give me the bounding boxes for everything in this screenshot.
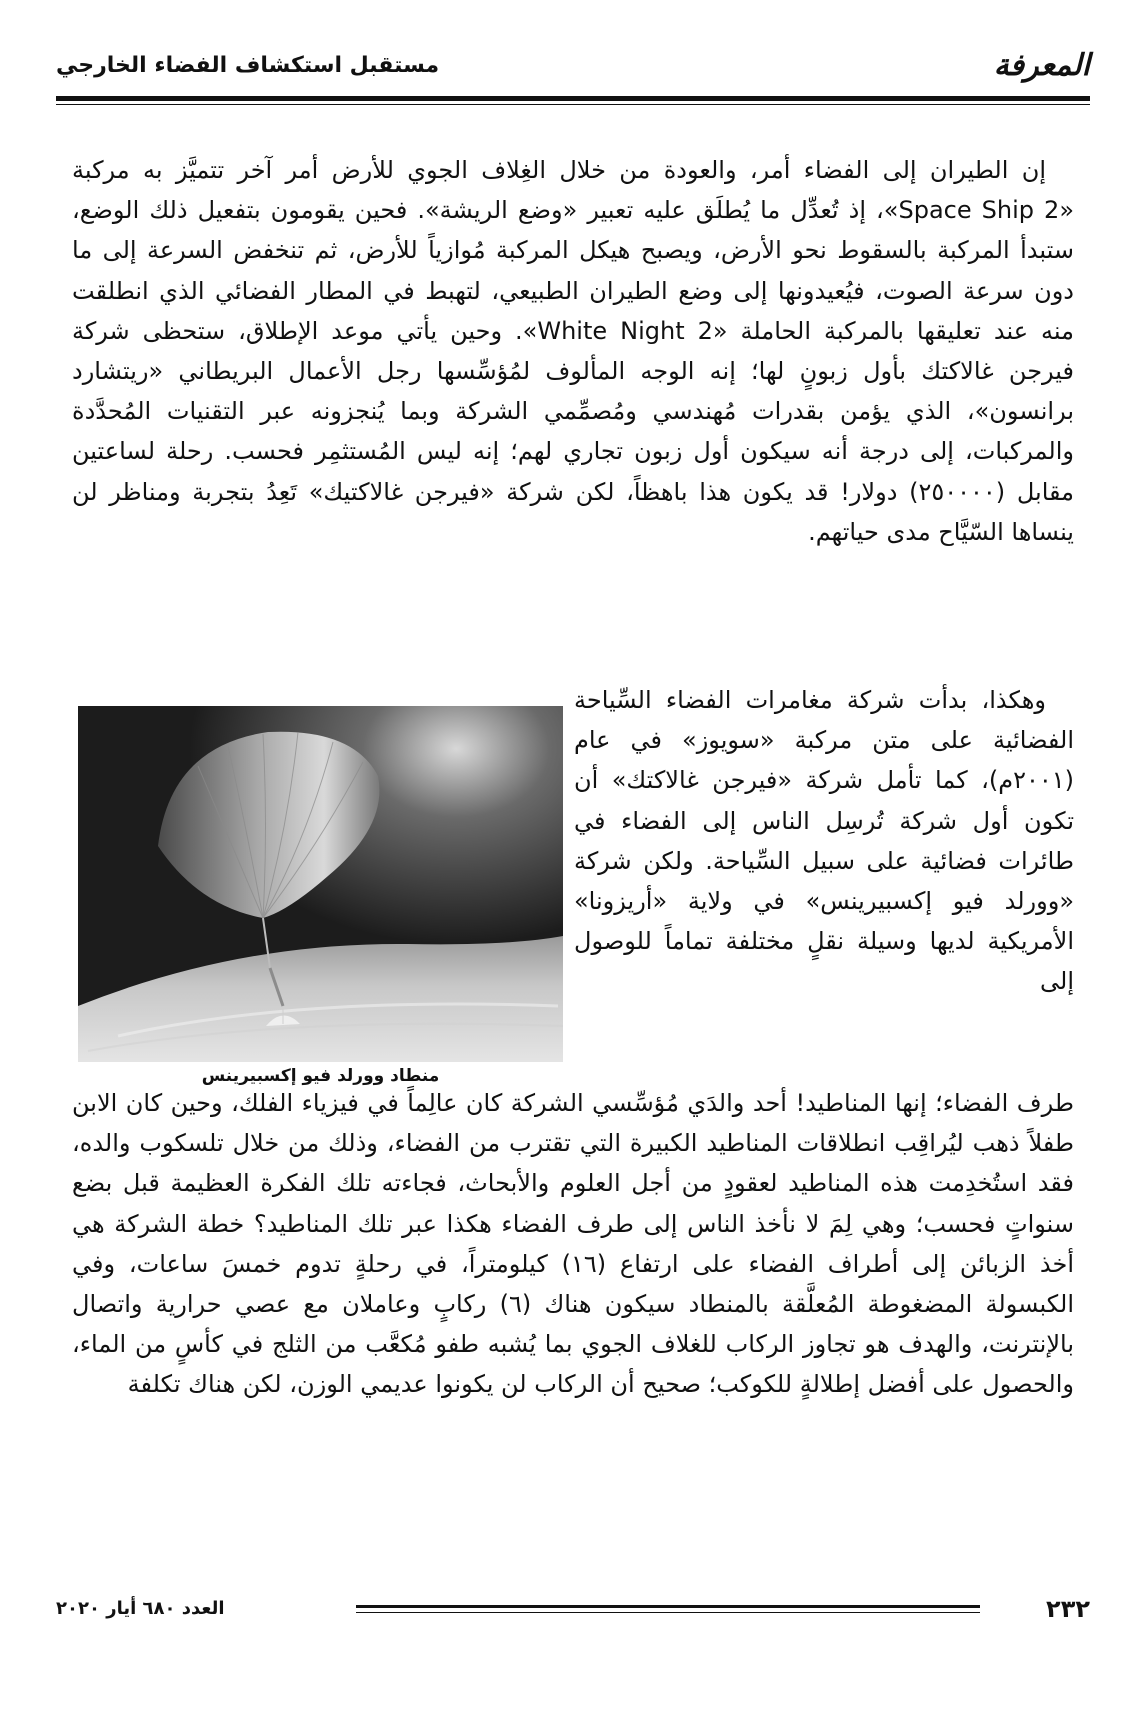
figure-caption: منطاد وورلد فيو إكسبيرينس: [201, 1066, 440, 1086]
magazine-logo: المعرفة: [993, 48, 1090, 83]
footer-rule: [356, 1605, 980, 1608]
issue-info: العدد ٦٨٠ أيار ٢٠٢٠: [56, 1598, 225, 1619]
paragraph-3: طرف الفضاء؛ إنها المناطيد! أحد والدَي مُؤسِّسي الشركة كان عالِماً في فيزياء الفلك، وحين كان الابن طفلاً ذهب ليُراقِب انطلاقات المناطيد الكبيرة التي تقترب من الفضاء، وذلك من خلال تلسكوب والده، فقد استُخدِمت هذه المناطيد لعقودٍ من أجل العلوم والأبحاث، فجاءته تلك الفكرة العظيمة قبل بضع سنواتٍ فحسب؛ وهي لِمَ لا نأخذ الناس إلى طرف الفضاء هكذا عبر تلك المناطيد؟ خطة الشركة هي أخذ الزبائن إلى أطراف الفضاء على ارتفاع (١٦) كيلومتراً، في رحلةٍ تدوم خمسَ ساعات، وفي الكبسولة المضغوطة المُعلَّقة بالمنطاد سيكون هناك (٦) ركابٍ وعاملان مع عصي حرارية واتصال بالإنترنت، والهدف هو تجاوز الركاب للغلاف الجوي بما يُشبه طفو مُكعَّب من الثلج في كأسٍ من الماء، والحصول على أفضل إطلالةٍ للكوكب؛ صحيح أن الركاب لن يكونوا عديمي الوزن، لكن هناك تكلفة: [72, 1089, 1074, 1399]
page-number: ٢٣٢: [1046, 1595, 1090, 1623]
header-rule-thin: [56, 104, 1090, 105]
paragraph-1: إن الطيران إلى الفضاء أمر، والعودة من خلال الغِلاف الجوي للأرض أمر آخر تتميَّز به مركبة «Space Ship 2»، إذ تُعدِّل ما يُطلَق عليه تعبير «وضع الريشة». فحين يقومون بتفعيل ذلك الوضع، ستبدأ المركبة بالسقوط نحو الأرض، ويصبح هيكل المركبة مُوازياً للأرض، ثم تنخفض السرعة إلى ما دون سرعة الصوت، فيُعيدونها إلى وضع الطيران الطبيعي، لتهبط في المطار الفضائي الذي انطلقت منه عند تعليقها بالمركبة الحاملة «White Night 2». وحين يأتي موعد الإطلاق، ستحظى شركة فيرجن غالاكتك بأول زبونٍ لها؛ إنه الوجه المألوف لمُؤسِّسها رجل الأعمال البريطاني «ريتشارد برانسون»، الذي يؤمن بقدرات مُهندسي ومُصمِّمي الشركة وبما يُنجزونه عبر التقنيات المُحدَّدة والمركبات، إلى درجة أنه سيكون أول زبون تجاري لهم؛ إنه ليس المُستثمِر فحسب. رحلة لساعتين مقابل (٢٥٠٠٠٠) دولار! قد يكون هذا باهظاً، لكن شركة «فيرجن غالاكتيك» تَعِدُ بتجربة ومناظر لن ينساها السّيَّاح مدى حياتهم.: [72, 156, 1075, 546]
paragraph-2: وهكذا، بدأت شركة مغامرات الفضاء السِّياحة الفضائية على متن مركبة «سويوز» في عام (٢٠٠١م)، كما تأمل شركة «فيرجن غالاكتك» أن تكون أول شركة تُرسِل الناس إلى الفضاء في طائرات فضائية على سبيل السِّياحة. ولكن شركة «وورلد فيو إكسبيرينس» في ولاية «أريزونا» الأمريكية لديها وسيلة نقلٍ مختلفة تماماً للوصول إلى: [574, 686, 1074, 996]
page-header: [56, 44, 1090, 88]
page-footer: [56, 1592, 1090, 1626]
balloon-photo: [78, 706, 563, 1062]
header-rule: [56, 96, 1090, 101]
footer-rule-thin: [356, 1612, 980, 1613]
running-title: مستقبل استكشاف الفضاء الخارجي: [56, 53, 440, 78]
balloon-image: [78, 706, 563, 1062]
